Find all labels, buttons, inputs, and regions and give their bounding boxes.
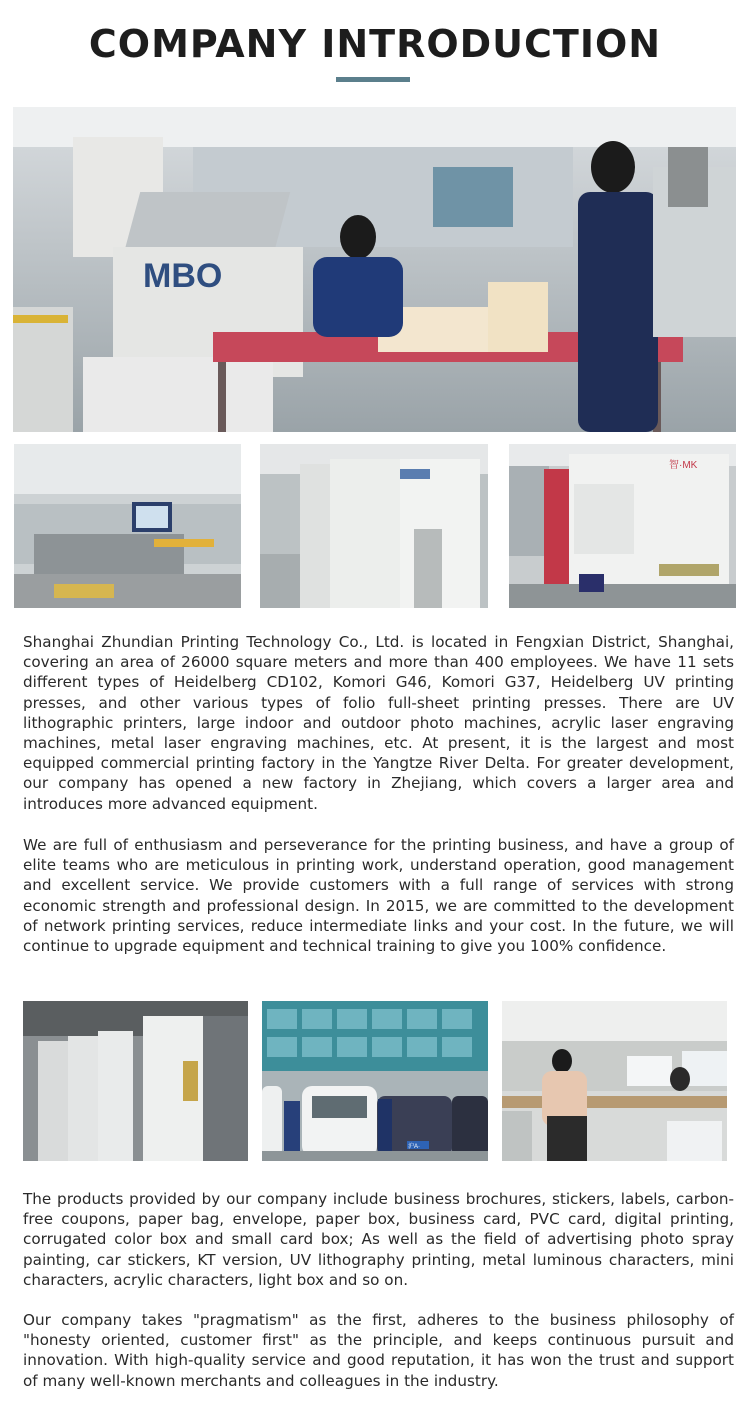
intro-paragraph-2: We are full of enthusiasm and perseverance for the printing business, and have a group of elite teams who are meticulous in printing work, understand operation, good management and excellent service. We provide customers with a full range of services with strong economic strength and professional design. In 2015, we are committed to the development of network printing services, reduce intermediate links and your cost. In the future, we will continue to upgrade equipment and technical training to give you 100% confidence. [23,836,734,956]
philosophy-paragraph: Our company takes "pragmatism" as the first, adheres to the business philosophy of "honesty oriented, customer first" as the principle, and keeps continuous pursuit and innovation. With high-quality service and good reputation, it has won the trust and support of many well-known merchants and colleagues in the industry. [23,1311,734,1390]
design-office-photo [502,1001,727,1161]
intro-paragraph-1: Shanghai Zhundian Printing Technology Co., Ltd. is located in Fengxian District, Shanghai, covering an area of 26000 square meters and more than 400 employees. We have 11 sets different types of Heidelberg CD102, Komori G46, Komori G37, Heidelberg UV printing presses, and other various types of folio full-sheet printing presses. There are UV lithographic printers, large indoor and outdoor photo machines, acrylic laser engraving machines, metal laser engraving machines, etc. At present, it is the largest and most equipped commercial printing factory in the Yangtze River Delta. For greater development, our company has opened a new factory in Zhejiang, which covers a larger area and introduces more advanced equipment. [23,633,734,813]
hero-factory-photo [13,107,736,432]
delivery-vans-photo [262,1001,488,1161]
products-paragraph: The products provided by our company include business brochures, stickers, labels, carbon-free coupons, paper bag, envelope, paper box, business card, PVC card, digital printing, corrugated color box and small card box; As well as the field of advertising photo spray painting, car stickers, KT version, UV lithography printing, metal luminous characters, mini characters, acrylic characters, light box and so on. [23,1190,734,1289]
mbo-logo: MBO [143,257,223,295]
heidelberg-press-photo [23,1001,248,1161]
white-press-photo [260,444,488,608]
van-plate: 沪A· [408,1144,421,1150]
mk-logo: 智·MK [669,460,698,471]
press-line-photo [14,444,241,608]
title-underline [336,77,410,82]
die-cutter-photo [509,444,736,608]
page-title: COMPANY INTRODUCTION [88,22,662,66]
